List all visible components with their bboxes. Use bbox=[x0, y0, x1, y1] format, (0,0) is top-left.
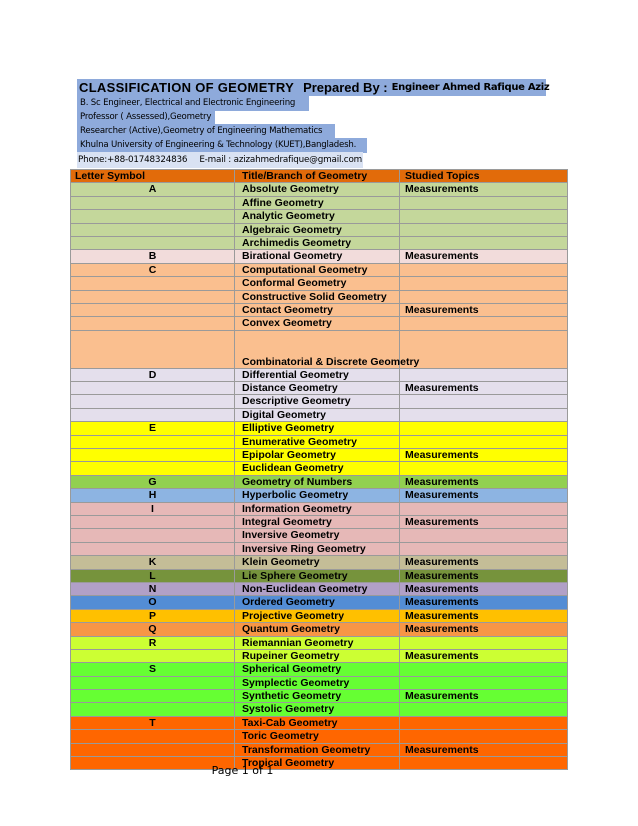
geometry-title-cell: Computational Geometry bbox=[235, 263, 400, 276]
credential-line-3: Researcher (Active),Geometry of Engineering Mathematics bbox=[77, 124, 335, 139]
studied-topic-cell: Measurements bbox=[400, 596, 568, 609]
geometry-title-cell: Convex Geometry bbox=[235, 317, 400, 330]
header-studied-topics: Studied Topics bbox=[400, 170, 568, 183]
document-title: CLASSIFICATION OF GEOMETRY bbox=[79, 80, 295, 95]
letter-symbol-cell: C bbox=[71, 263, 235, 276]
letter-symbol-cell bbox=[71, 542, 235, 555]
letter-symbol-cell: Q bbox=[71, 623, 235, 636]
studied-topic-cell bbox=[400, 502, 568, 515]
document-title-bar bbox=[77, 79, 550, 96]
letter-symbol-cell: E bbox=[71, 422, 235, 435]
table-row bbox=[71, 183, 568, 196]
geometry-title-cell: Non-Euclidean Geometry bbox=[235, 582, 400, 595]
geometry-title-cell: Ordered Geometry bbox=[235, 596, 400, 609]
letter-symbol-cell bbox=[71, 408, 235, 421]
studied-topic-cell bbox=[400, 716, 568, 729]
geometry-title-cell: Taxi-Cab Geometry bbox=[235, 716, 400, 729]
table-row bbox=[71, 529, 568, 542]
table-row bbox=[71, 582, 568, 595]
studied-topic-cell: Measurements bbox=[400, 582, 568, 595]
table-row bbox=[71, 649, 568, 662]
studied-topic-cell: Measurements bbox=[400, 382, 568, 395]
studied-topic-cell: Measurements bbox=[400, 569, 568, 582]
geometry-title-cell: Inversive Geometry bbox=[235, 529, 400, 542]
geometry-title-cell: Digital Geometry bbox=[235, 408, 400, 421]
geometry-title-cell: Conformal Geometry bbox=[235, 277, 400, 290]
geometry-title-cell: Contact Geometry bbox=[235, 303, 400, 316]
geometry-title-cell: Systolic Geometry bbox=[235, 703, 400, 716]
geometry-title-cell: Algebraic Geometry bbox=[235, 223, 400, 236]
table-row bbox=[71, 223, 568, 236]
studied-topic-cell bbox=[400, 196, 568, 209]
geometry-title-cell: Integral Geometry bbox=[235, 515, 400, 528]
table-header-row bbox=[71, 170, 568, 183]
geometry-title-cell: Toric Geometry bbox=[235, 730, 400, 743]
geometry-title-cell: Transformation Geometry bbox=[235, 743, 400, 756]
table-row bbox=[71, 236, 568, 249]
geometry-title-cell: Hyperbolic Geometry bbox=[235, 489, 400, 502]
studied-topic-cell bbox=[400, 636, 568, 649]
geometry-title-cell: Information Geometry bbox=[235, 502, 400, 515]
studied-topic-cell: Measurements bbox=[400, 649, 568, 662]
geometry-title-cell: Klein Geometry bbox=[235, 556, 400, 569]
letter-symbol-cell: B bbox=[71, 250, 235, 263]
letter-symbol-cell: N bbox=[71, 582, 235, 595]
studied-topic-cell bbox=[400, 290, 568, 303]
geometry-title-cell: Symplectic Geometry bbox=[235, 676, 400, 689]
studied-topic-cell bbox=[400, 663, 568, 676]
letter-symbol-cell: H bbox=[71, 489, 235, 502]
email-address: E-mail : azizahmedrafique@gmail.com bbox=[199, 155, 362, 165]
studied-topic-cell bbox=[400, 330, 568, 368]
letter-symbol-cell bbox=[71, 690, 235, 703]
letter-symbol-cell: S bbox=[71, 663, 235, 676]
studied-topic-cell bbox=[400, 277, 568, 290]
geometry-title-cell: Distance Geometry bbox=[235, 382, 400, 395]
geometry-title-cell: Euclidean Geometry bbox=[235, 462, 400, 475]
page-footer: Page 1 of 1 bbox=[211, 764, 274, 777]
table-row bbox=[71, 395, 568, 408]
letter-symbol-cell bbox=[71, 515, 235, 528]
table-row bbox=[71, 408, 568, 421]
table-row bbox=[71, 277, 568, 290]
author-name: Engineer Ahmed Rafique Aziz bbox=[391, 82, 550, 93]
letter-symbol-cell bbox=[71, 529, 235, 542]
geometry-title-cell: Spherical Geometry bbox=[235, 663, 400, 676]
geometry-title-cell: Absolute Geometry bbox=[235, 183, 400, 196]
letter-symbol-cell: K bbox=[71, 556, 235, 569]
table-row bbox=[71, 730, 568, 743]
table-row bbox=[71, 502, 568, 515]
letter-symbol-cell bbox=[71, 449, 235, 462]
studied-topic-cell bbox=[400, 263, 568, 276]
table-row bbox=[71, 250, 568, 263]
letter-symbol-cell bbox=[71, 649, 235, 662]
letter-symbol-cell: L bbox=[71, 569, 235, 582]
letter-symbol-cell bbox=[71, 317, 235, 330]
letter-symbol-cell bbox=[71, 330, 235, 368]
letter-symbol-cell: A bbox=[71, 183, 235, 196]
studied-topic-cell: Measurements bbox=[400, 475, 568, 488]
table-row bbox=[71, 716, 568, 729]
table-row bbox=[71, 422, 568, 435]
table-row bbox=[71, 210, 568, 223]
studied-topic-cell bbox=[400, 462, 568, 475]
geometry-title-cell: Affine Geometry bbox=[235, 196, 400, 209]
geometry-title-cell: Tropical Geometry bbox=[235, 757, 400, 770]
letter-symbol-cell: G bbox=[71, 475, 235, 488]
studied-topic-cell: Measurements bbox=[400, 623, 568, 636]
geometry-title-cell: Geometry of Numbers bbox=[235, 475, 400, 488]
studied-topic-cell: Measurements bbox=[400, 609, 568, 622]
table-row bbox=[71, 636, 568, 649]
studied-topic-cell bbox=[400, 223, 568, 236]
studied-topic-cell bbox=[400, 703, 568, 716]
table-row bbox=[71, 676, 568, 689]
table-row bbox=[71, 542, 568, 555]
table-row bbox=[71, 663, 568, 676]
letter-symbol-cell: O bbox=[71, 596, 235, 609]
letter-symbol-cell bbox=[71, 196, 235, 209]
table-row bbox=[71, 196, 568, 209]
geometry-title-cell: Quantum Geometry bbox=[235, 623, 400, 636]
letter-symbol-cell bbox=[71, 435, 235, 448]
studied-topic-cell bbox=[400, 395, 568, 408]
table-row bbox=[71, 462, 568, 475]
table-row bbox=[71, 303, 568, 316]
letter-symbol-cell bbox=[71, 462, 235, 475]
studied-topic-cell bbox=[400, 408, 568, 421]
prepared-by-label: Prepared By : bbox=[303, 80, 388, 95]
geometry-title-cell: Elliptive Geometry bbox=[235, 422, 400, 435]
geometry-title-cell: Projective Geometry bbox=[235, 609, 400, 622]
letter-symbol-cell bbox=[71, 223, 235, 236]
credential-line-1: B. Sc Engineer, Electrical and Electronic Engineering bbox=[77, 96, 309, 111]
studied-topic-cell: Measurements bbox=[400, 250, 568, 263]
letter-symbol-cell bbox=[71, 703, 235, 716]
table-row bbox=[71, 382, 568, 395]
studied-topic-cell bbox=[400, 676, 568, 689]
table-row bbox=[71, 690, 568, 703]
table-row bbox=[71, 435, 568, 448]
geometry-title-cell: Constructive Solid Geometry bbox=[235, 290, 400, 303]
geometry-title-cell: Birational Geometry bbox=[235, 250, 400, 263]
letter-symbol-cell: P bbox=[71, 609, 235, 622]
table-row bbox=[71, 449, 568, 462]
geometry-title-cell: Epipolar Geometry bbox=[235, 449, 400, 462]
credential-line-4: Khulna University of Engineering & Technology (KUET),Bangladesh. bbox=[77, 138, 367, 153]
table-row bbox=[71, 556, 568, 569]
letter-symbol-cell bbox=[71, 303, 235, 316]
geometry-title-cell: Enumerative Geometry bbox=[235, 435, 400, 448]
geometry-classification-table bbox=[70, 169, 568, 770]
studied-topic-cell: Measurements bbox=[400, 183, 568, 196]
table-row bbox=[71, 489, 568, 502]
geometry-title-cell: Archimedis Geometry bbox=[235, 236, 400, 249]
header-letter-symbol: Letter Symbol bbox=[71, 170, 235, 183]
geometry-title-cell: Lie Sphere Geometry bbox=[235, 569, 400, 582]
table-row bbox=[71, 703, 568, 716]
table-row bbox=[71, 290, 568, 303]
letter-symbol-cell: I bbox=[71, 502, 235, 515]
geometry-title-cell: Synthetic Geometry bbox=[235, 690, 400, 703]
contact-line bbox=[77, 152, 363, 168]
studied-topic-cell bbox=[400, 542, 568, 555]
geometry-title-cell: Inversive Ring Geometry bbox=[235, 542, 400, 555]
letter-symbol-cell: T bbox=[71, 716, 235, 729]
studied-topic-cell bbox=[400, 236, 568, 249]
table-row bbox=[71, 368, 568, 381]
table-row bbox=[71, 515, 568, 528]
letter-symbol-cell bbox=[71, 277, 235, 290]
studied-topic-cell bbox=[400, 529, 568, 542]
studied-topic-cell: Measurements bbox=[400, 743, 568, 756]
geometry-title-cell: Analytic Geometry bbox=[235, 210, 400, 223]
table-row bbox=[71, 263, 568, 276]
letter-symbol-cell bbox=[71, 382, 235, 395]
phone-number: Phone:+88-01748324836 bbox=[78, 155, 188, 165]
table-row bbox=[71, 475, 568, 488]
table-row bbox=[71, 317, 568, 330]
studied-topic-cell bbox=[400, 368, 568, 381]
table-row bbox=[71, 596, 568, 609]
letter-symbol-cell bbox=[71, 730, 235, 743]
studied-topic-cell bbox=[400, 317, 568, 330]
table-row bbox=[71, 743, 568, 756]
table-row bbox=[71, 330, 568, 368]
table-row bbox=[71, 609, 568, 622]
letter-symbol-cell bbox=[71, 395, 235, 408]
credential-line-2: Professor ( Assessed),Geometry bbox=[77, 110, 215, 125]
letter-symbol-cell bbox=[71, 676, 235, 689]
letter-symbol-cell bbox=[71, 743, 235, 756]
letter-symbol-cell bbox=[71, 210, 235, 223]
studied-topic-cell: Measurements bbox=[400, 449, 568, 462]
geometry-title-cell: Combinatorial & Discrete Geometry bbox=[235, 330, 400, 368]
studied-topic-cell bbox=[400, 210, 568, 223]
geometry-title-cell: Descriptive Geometry bbox=[235, 395, 400, 408]
geometry-title-cell: Differential Geometry bbox=[235, 368, 400, 381]
studied-topic-cell: Measurements bbox=[400, 556, 568, 569]
table-row bbox=[71, 623, 568, 636]
studied-topic-cell: Measurements bbox=[400, 690, 568, 703]
studied-topic-cell: Measurements bbox=[400, 489, 568, 502]
header-title-branch: Title/Branch of Geometry bbox=[235, 170, 400, 183]
table-row bbox=[71, 569, 568, 582]
studied-topic-cell bbox=[400, 435, 568, 448]
studied-topic-cell: Measurements bbox=[400, 303, 568, 316]
letter-symbol-cell: D bbox=[71, 368, 235, 381]
studied-topic-cell: Measurements bbox=[400, 515, 568, 528]
geometry-title-cell: Rupeiner Geometry bbox=[235, 649, 400, 662]
letter-symbol-cell: R bbox=[71, 636, 235, 649]
studied-topic-cell bbox=[400, 730, 568, 743]
letter-symbol-cell bbox=[71, 236, 235, 249]
studied-topic-cell bbox=[400, 422, 568, 435]
letter-symbol-cell bbox=[71, 290, 235, 303]
geometry-title-cell: Riemannian Geometry bbox=[235, 636, 400, 649]
